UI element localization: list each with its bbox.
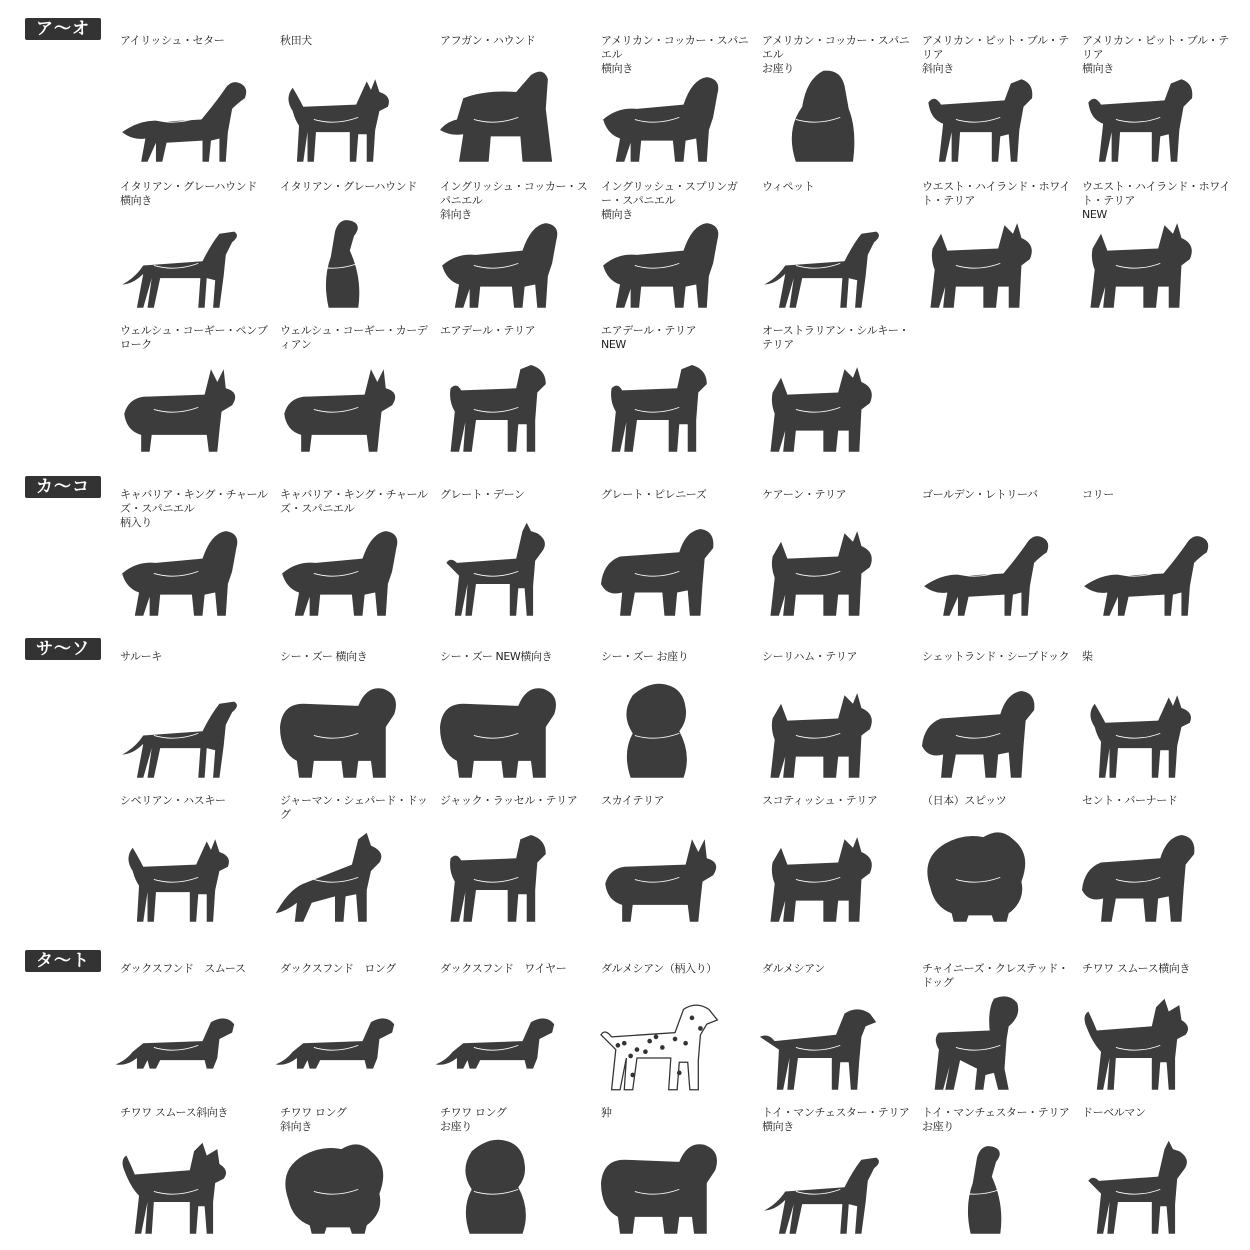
dog-breed-name: サルーキ	[120, 650, 162, 663]
dog-breed-item[interactable]	[440, 34, 590, 169]
dog-breed-item[interactable]	[601, 324, 751, 459]
dog-breed-name: イタリアン・グレーハウンド 横向き	[120, 180, 257, 207]
dog-breed-name: ゴールデン・レトリーバ	[922, 488, 1038, 501]
dog-breed-item[interactable]	[601, 1106, 751, 1241]
dog-breed-name: ウィペット	[762, 180, 815, 193]
dog-breed-name: 秋田犬	[280, 34, 312, 47]
dog-breed-name: アメリカン・コッカー・スパニエル お座り	[762, 34, 910, 75]
afghan-hound-icon	[420, 56, 570, 166]
american-cocker-spaniel-sitting-icon	[742, 56, 892, 166]
cavalier-king-charles-spaniel-patterned-icon	[100, 510, 250, 620]
dog-breed-item[interactable]	[120, 1106, 270, 1241]
italian-greyhound-side-icon	[100, 202, 250, 312]
dog-breed-name: アメリカン・ピット・ブル・テリア 横向き	[1082, 34, 1229, 75]
dog-breed-name: エアデール・テリア NEW	[601, 324, 697, 351]
dog-breed-item[interactable]	[922, 180, 1072, 315]
dog-breed-item[interactable]	[440, 650, 590, 785]
dog-breed-name: ダルメシアン（柄入り）	[601, 962, 717, 975]
dog-breed-item[interactable]	[280, 794, 430, 929]
dog-breed-item[interactable]	[1082, 488, 1232, 623]
dog-breed-name: グレート・デーン	[440, 488, 525, 501]
dog-breed-name: シェットランド・シープドック	[922, 650, 1070, 663]
dog-breed-item[interactable]	[922, 34, 1072, 169]
dog-breed-item[interactable]	[1082, 180, 1232, 315]
dog-breed-item[interactable]	[601, 488, 751, 623]
cavalier-king-charles-spaniel-icon	[260, 510, 410, 620]
dalmatian-icon	[742, 984, 892, 1094]
dog-breed-item[interactable]	[922, 962, 1072, 1097]
dog-breed-name: アメリカン・ピット・ブル・テリア 斜向き	[922, 34, 1069, 75]
dog-breed-item[interactable]	[1082, 962, 1232, 1097]
dog-breed-name: ジャック・ラッセル・テリア	[440, 794, 578, 807]
dog-breed-name: シー・ズー NEW横向き	[440, 650, 553, 663]
dog-breed-name: アメリカン・コッカー・スパニエル 横向き	[601, 34, 749, 75]
sealyham-terrier-icon	[742, 672, 892, 782]
dog-breed-name: イタリアン・グレーハウンド	[280, 180, 417, 193]
dog-breed-item[interactable]	[601, 34, 751, 169]
dog-breed-item[interactable]	[1082, 1106, 1232, 1241]
dog-breed-item[interactable]	[120, 794, 270, 929]
dog-breed-name: シーリハム・テリア	[762, 650, 858, 663]
dog-breed-item[interactable]	[120, 962, 270, 1097]
dog-breed-name: シベリアン・ハスキー	[120, 794, 226, 807]
section-label: カ～コ	[25, 476, 101, 498]
dog-breed-name: ウエスト・ハイランド・ホワイト・テリア	[922, 180, 1071, 207]
dog-breed-name: キャバリア・キング・チャールズ・スパニエル	[280, 488, 428, 515]
dog-breed-item[interactable]	[440, 180, 590, 315]
dog-breed-name: ウエスト・ハイランド・ホワイト・テリア NEW	[1082, 180, 1231, 221]
dog-breed-name: ダルメシアン	[762, 962, 825, 975]
section-label: ア～オ	[25, 18, 101, 40]
dog-breed-item[interactable]	[1082, 650, 1232, 785]
australian-silky-terrier-icon	[742, 346, 892, 456]
dog-breed-name: オーストラリアン・シルキー・テリア	[762, 324, 910, 351]
chinese-crested-dog-icon	[902, 984, 1052, 1094]
west-highland-white-terrier-icon	[902, 202, 1052, 312]
japanese-spitz-icon	[902, 816, 1052, 926]
dog-breed-item[interactable]	[440, 1106, 590, 1241]
dog-breed-name: チワワ ロング 斜向き	[280, 1106, 347, 1133]
great-pyrenees-icon	[581, 510, 731, 620]
dog-breed-item[interactable]	[120, 650, 270, 785]
dog-breed-name: チワワ スムース斜向き	[120, 1106, 228, 1119]
dog-breed-item[interactable]	[280, 324, 430, 459]
english-springer-spaniel-icon	[581, 202, 731, 312]
akita-icon	[260, 56, 410, 166]
dog-breed-name: イングリッシュ・コッカー・スパニエル 斜向き	[440, 180, 588, 221]
american-pit-bull-terrier-angled-icon	[902, 56, 1052, 166]
dog-breed-name: トイ・マンチェスター・テリア 横向き	[762, 1106, 910, 1133]
welsh-corgi-cardigan-icon	[260, 346, 410, 456]
great-dane-icon	[420, 510, 570, 620]
dog-breed-item[interactable]	[280, 488, 430, 623]
american-cocker-spaniel-side-icon	[581, 56, 731, 166]
dog-breed-name: ケアーン・テリア	[762, 488, 847, 501]
saint-bernard-icon	[1062, 816, 1212, 926]
dog-breed-item[interactable]	[601, 650, 751, 785]
dog-breed-name: シー・ズー お座り	[601, 650, 689, 663]
dog-breed-item[interactable]	[440, 488, 590, 623]
shiba-icon	[1062, 672, 1212, 782]
dog-breed-name: 狆	[601, 1106, 612, 1119]
dog-breed-item[interactable]	[762, 1106, 912, 1241]
dog-breed-item[interactable]	[280, 962, 430, 1097]
dog-breed-item[interactable]	[922, 488, 1072, 623]
dog-breed-item[interactable]	[601, 180, 751, 315]
dog-breed-name: ダックスフンド スムース	[120, 962, 246, 975]
dog-breed-item[interactable]	[762, 650, 912, 785]
german-shepherd-dog-icon	[260, 816, 410, 926]
dog-breed-name: ダックスフンド ワイヤー	[440, 962, 567, 975]
dog-breed-name: （日本）スピッツ	[922, 794, 1007, 807]
dog-breed-item[interactable]	[762, 34, 912, 169]
dog-breed-item[interactable]	[922, 1106, 1072, 1241]
chihuahua-smooth-angled-icon	[100, 1128, 250, 1238]
siberian-husky-icon	[100, 816, 250, 926]
welsh-corgi-pembroke-icon	[100, 346, 250, 456]
scottish-terrier-icon	[742, 816, 892, 926]
shih-tzu-side-icon	[260, 672, 410, 782]
west-highland-white-terrier-new-icon	[1062, 202, 1212, 312]
dog-breed-item[interactable]	[762, 180, 912, 315]
dog-breed-item[interactable]	[762, 324, 912, 459]
dog-breed-name: トイ・マンチェスター・テリア お座り	[922, 1106, 1070, 1133]
japanese-chin-icon	[581, 1128, 731, 1238]
airedale-terrier-icon	[420, 346, 570, 456]
skye-terrier-icon	[581, 816, 731, 926]
golden-retriever-icon	[902, 510, 1052, 620]
dachshund-long-icon	[260, 984, 410, 1094]
dog-breed-name: シー・ズー 横向き	[280, 650, 368, 663]
dog-breed-name: イングリッシュ・スプリンガー・スパニエル 横向き	[601, 180, 738, 221]
saluki-icon	[100, 672, 250, 782]
dog-breed-name: エアデール・テリア	[440, 324, 536, 337]
dog-breed-item[interactable]	[120, 324, 270, 459]
dog-breed-item[interactable]	[1082, 794, 1232, 929]
dog-breed-name: コリー	[1082, 488, 1114, 501]
dog-breed-item[interactable]	[601, 962, 751, 1097]
chihuahua-long-angled-icon	[260, 1128, 410, 1238]
dog-breed-item[interactable]	[762, 794, 912, 929]
dog-breed-name: 柴	[1082, 650, 1093, 663]
dog-breed-name: チャイニーズ・クレステッド・ドッグ	[922, 962, 1069, 989]
dog-breed-name: アイリッシュ・セター	[120, 34, 225, 47]
dog-breed-item[interactable]	[120, 180, 270, 315]
dog-breed-name: グレート・ピレニーズ	[601, 488, 707, 501]
dog-breed-name: チワワ スムース横向き	[1082, 962, 1190, 975]
toy-manchester-terrier-side-icon	[742, 1128, 892, 1238]
dog-breed-name: ウェルシュ・コーギー・カーディアン	[280, 324, 428, 351]
dog-breed-item[interactable]	[1082, 34, 1232, 169]
dog-breed-name: ウェルシュ・コーギー・ペンブローク	[120, 324, 268, 351]
dog-breed-item[interactable]	[440, 794, 590, 929]
irish-setter-icon	[100, 56, 250, 166]
dog-breed-item[interactable]	[922, 650, 1072, 785]
dog-breed-name: チワワ ロング お座り	[440, 1106, 507, 1133]
section-label: サ～ソ	[25, 638, 101, 660]
dalmatian-spotted-icon	[581, 984, 731, 1094]
dog-breed-item[interactable]	[120, 488, 270, 623]
italian-greyhound-sitting-icon	[260, 202, 410, 312]
dog-breed-name: スカイテリア	[601, 794, 665, 807]
dog-breed-name: ダックスフンド ロング	[280, 962, 396, 975]
dog-breed-item[interactable]	[762, 962, 912, 1097]
whippet-icon	[742, 202, 892, 312]
toy-manchester-terrier-sitting-icon	[902, 1128, 1052, 1238]
dachshund-wire-icon	[420, 984, 570, 1094]
american-pit-bull-terrier-side-icon	[1062, 56, 1212, 166]
section-label: タ～ト	[25, 950, 101, 972]
dog-breed-item[interactable]	[601, 794, 751, 929]
airedale-terrier-new-icon	[581, 346, 731, 456]
dachshund-smooth-icon	[100, 984, 250, 1094]
dog-breed-item[interactable]	[762, 488, 912, 623]
dog-breed-item[interactable]	[280, 650, 430, 785]
dog-breed-name: セント・バーナード	[1082, 794, 1178, 807]
dog-breed-name: アフガン・ハウンド	[440, 34, 536, 47]
dog-breed-item[interactable]	[922, 794, 1072, 929]
dobermann-icon	[1062, 1128, 1212, 1238]
dog-breed-item[interactable]	[120, 34, 270, 169]
shetland-sheepdog-icon	[902, 672, 1052, 782]
english-cocker-spaniel-icon	[420, 202, 570, 312]
shih-tzu-sitting-icon	[581, 672, 731, 782]
dog-breed-item[interactable]	[440, 324, 590, 459]
cairn-terrier-icon	[742, 510, 892, 620]
dog-breed-name: ジャーマン・シェパード・ドッグ	[280, 794, 428, 821]
dog-breed-name: キャバリア・キング・チャールズ・スパニエル 柄入り	[120, 488, 268, 529]
jack-russell-terrier-icon	[420, 816, 570, 926]
dog-breed-name: ドーベルマン	[1082, 1106, 1146, 1119]
shih-tzu-new-side-icon	[420, 672, 570, 782]
dog-breed-name: スコティッシュ・テリア	[762, 794, 878, 807]
collie-icon	[1062, 510, 1212, 620]
dog-breed-item[interactable]	[280, 180, 430, 315]
chihuahua-smooth-side-icon	[1062, 984, 1212, 1094]
dog-breed-item[interactable]	[280, 1106, 430, 1241]
chihuahua-long-sitting-icon	[420, 1128, 570, 1238]
dog-breed-item[interactable]	[280, 34, 430, 169]
dog-breed-item[interactable]	[440, 962, 590, 1097]
